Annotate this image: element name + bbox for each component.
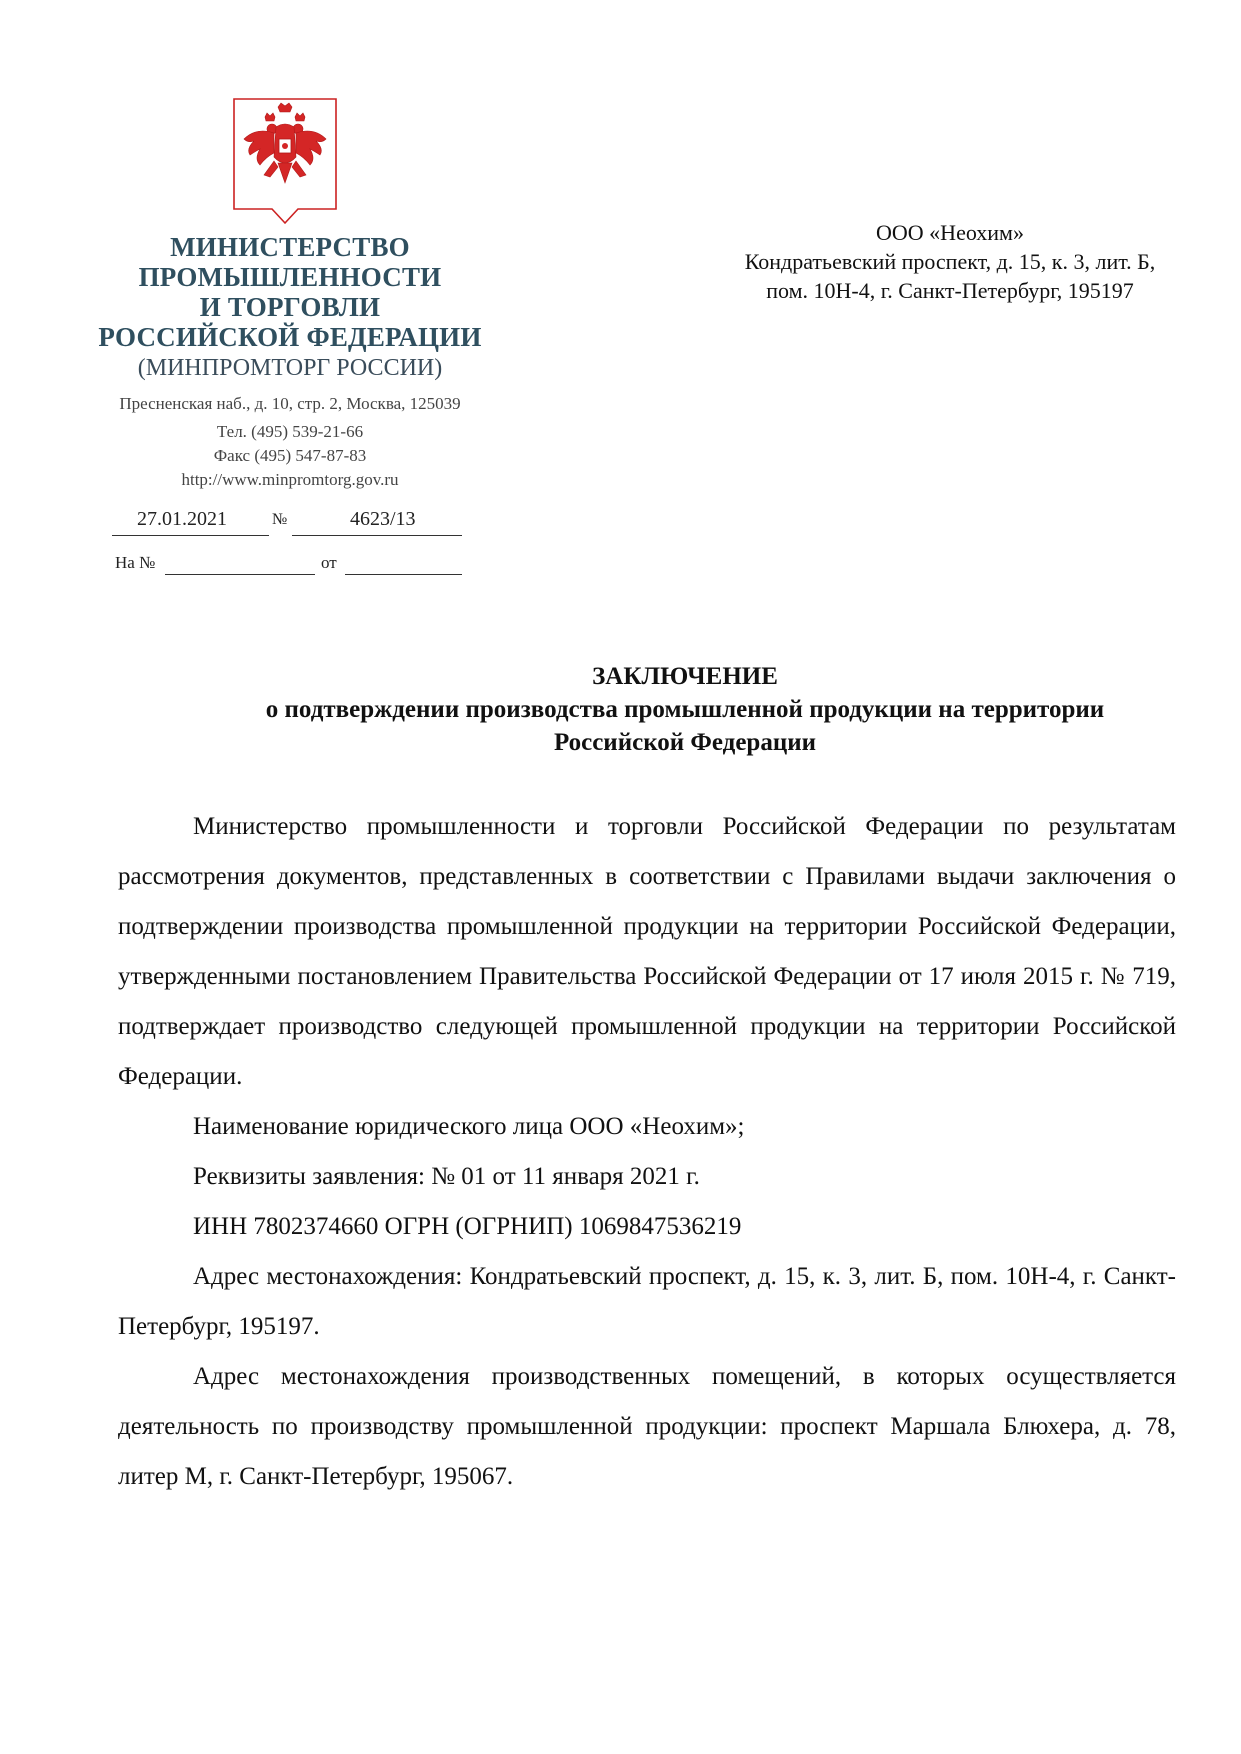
addressee-name: ООО «Неохим» [876,220,1024,245]
reg-no-underline [292,534,462,536]
ministry-name [60,232,520,382]
addressee-address-line: Кондратьевский проспект, д. 15, к. 3, лит. Б, [744,249,1156,274]
reg-no-label: № [272,511,288,528]
reg-date: 27.01.2021 [137,508,227,530]
ministry-fax: Факс (495) 547-87-83 [213,446,367,465]
location-paragraph: Адрес местонахождения: Кондратьевский проспект, д. 15, к. 3, лит. Б, пом. 10Н-4, г. Санкт-Петербург, 195197. [118,1263,1176,1340]
ref-no-underline [165,573,315,575]
coat-of-arms-icon [232,97,338,227]
ref-from-label: от [321,553,337,572]
application-line: Реквизиты заявления: № 01 от 11 января 2021 г. [193,1163,700,1190]
reg-date-underline [112,534,269,536]
ref-no-label: На № [115,553,156,572]
production-address-paragraph: Адрес местонахождения производственных помещений, в которых осуществляется деятельность по производству промышленной продукции: проспект Маршала Блюхера, д. 78, литер М, г. Санкт-Петербург, 195067. [118,1363,1176,1490]
inn-ogrn-line: ИНН 7802374660 ОГРН (ОГРНИП) 1069847536219 [193,1213,742,1240]
ministry-phone: Тел. (495) 539-21-66 [216,422,364,441]
ministry-name-line: И ТОРГОВЛИ [199,292,381,322]
ministry-name-line: ПРОМЫШЛЕННОСТИ [138,262,442,292]
document-title [120,660,1241,759]
ref-from-underline [345,573,462,575]
addressee-address-line: пом. 10Н-4, г. Санкт-Петербург, 195197 [766,278,1134,303]
ministry-name-line: МИНИСТЕРСТВО [170,232,410,262]
title-line: Российской Федерации [553,729,817,756]
ministry-contacts [60,392,520,492]
title-heading: ЗАКЛЮЧЕНИЕ [592,663,778,690]
ministry-short-name: (МИНПРОМТОРГ РОССИИ) [137,355,443,381]
document-body [118,802,1176,1502]
reg-no: 4623/13 [350,508,416,530]
reference-row [115,553,465,583]
legal-entity-line: Наименование юридического лица ООО «Неохим»; [193,1113,745,1140]
ministry-website: http://www.minpromtorg.gov.ru [181,470,399,489]
ministry-name-line: РОССИЙСКОЙ ФЕДЕРАЦИИ [98,322,482,352]
addressee-block [640,218,1241,305]
title-line: о подтверждении производства промышленной продукции на территории [265,696,1105,723]
body-paragraph: Министерство промышленности и торговли Российской Федерации по результатам рассмотрения документов, представленных в соответствии с Правилами выдачи заключения о подтверждении производства промышленной продукции на территории Российской Федерации, утвержденными постановлением Правительства Российской Федерации от 17 июля 2015 г. № 719, подтверждает производство следующей промышленной продукции на территории Российской Федерации. [118,813,1176,1090]
registration-row [112,508,462,538]
ministry-address: Пресненская наб., д. 10, стр. 2, Москва, 125039 [119,394,461,413]
